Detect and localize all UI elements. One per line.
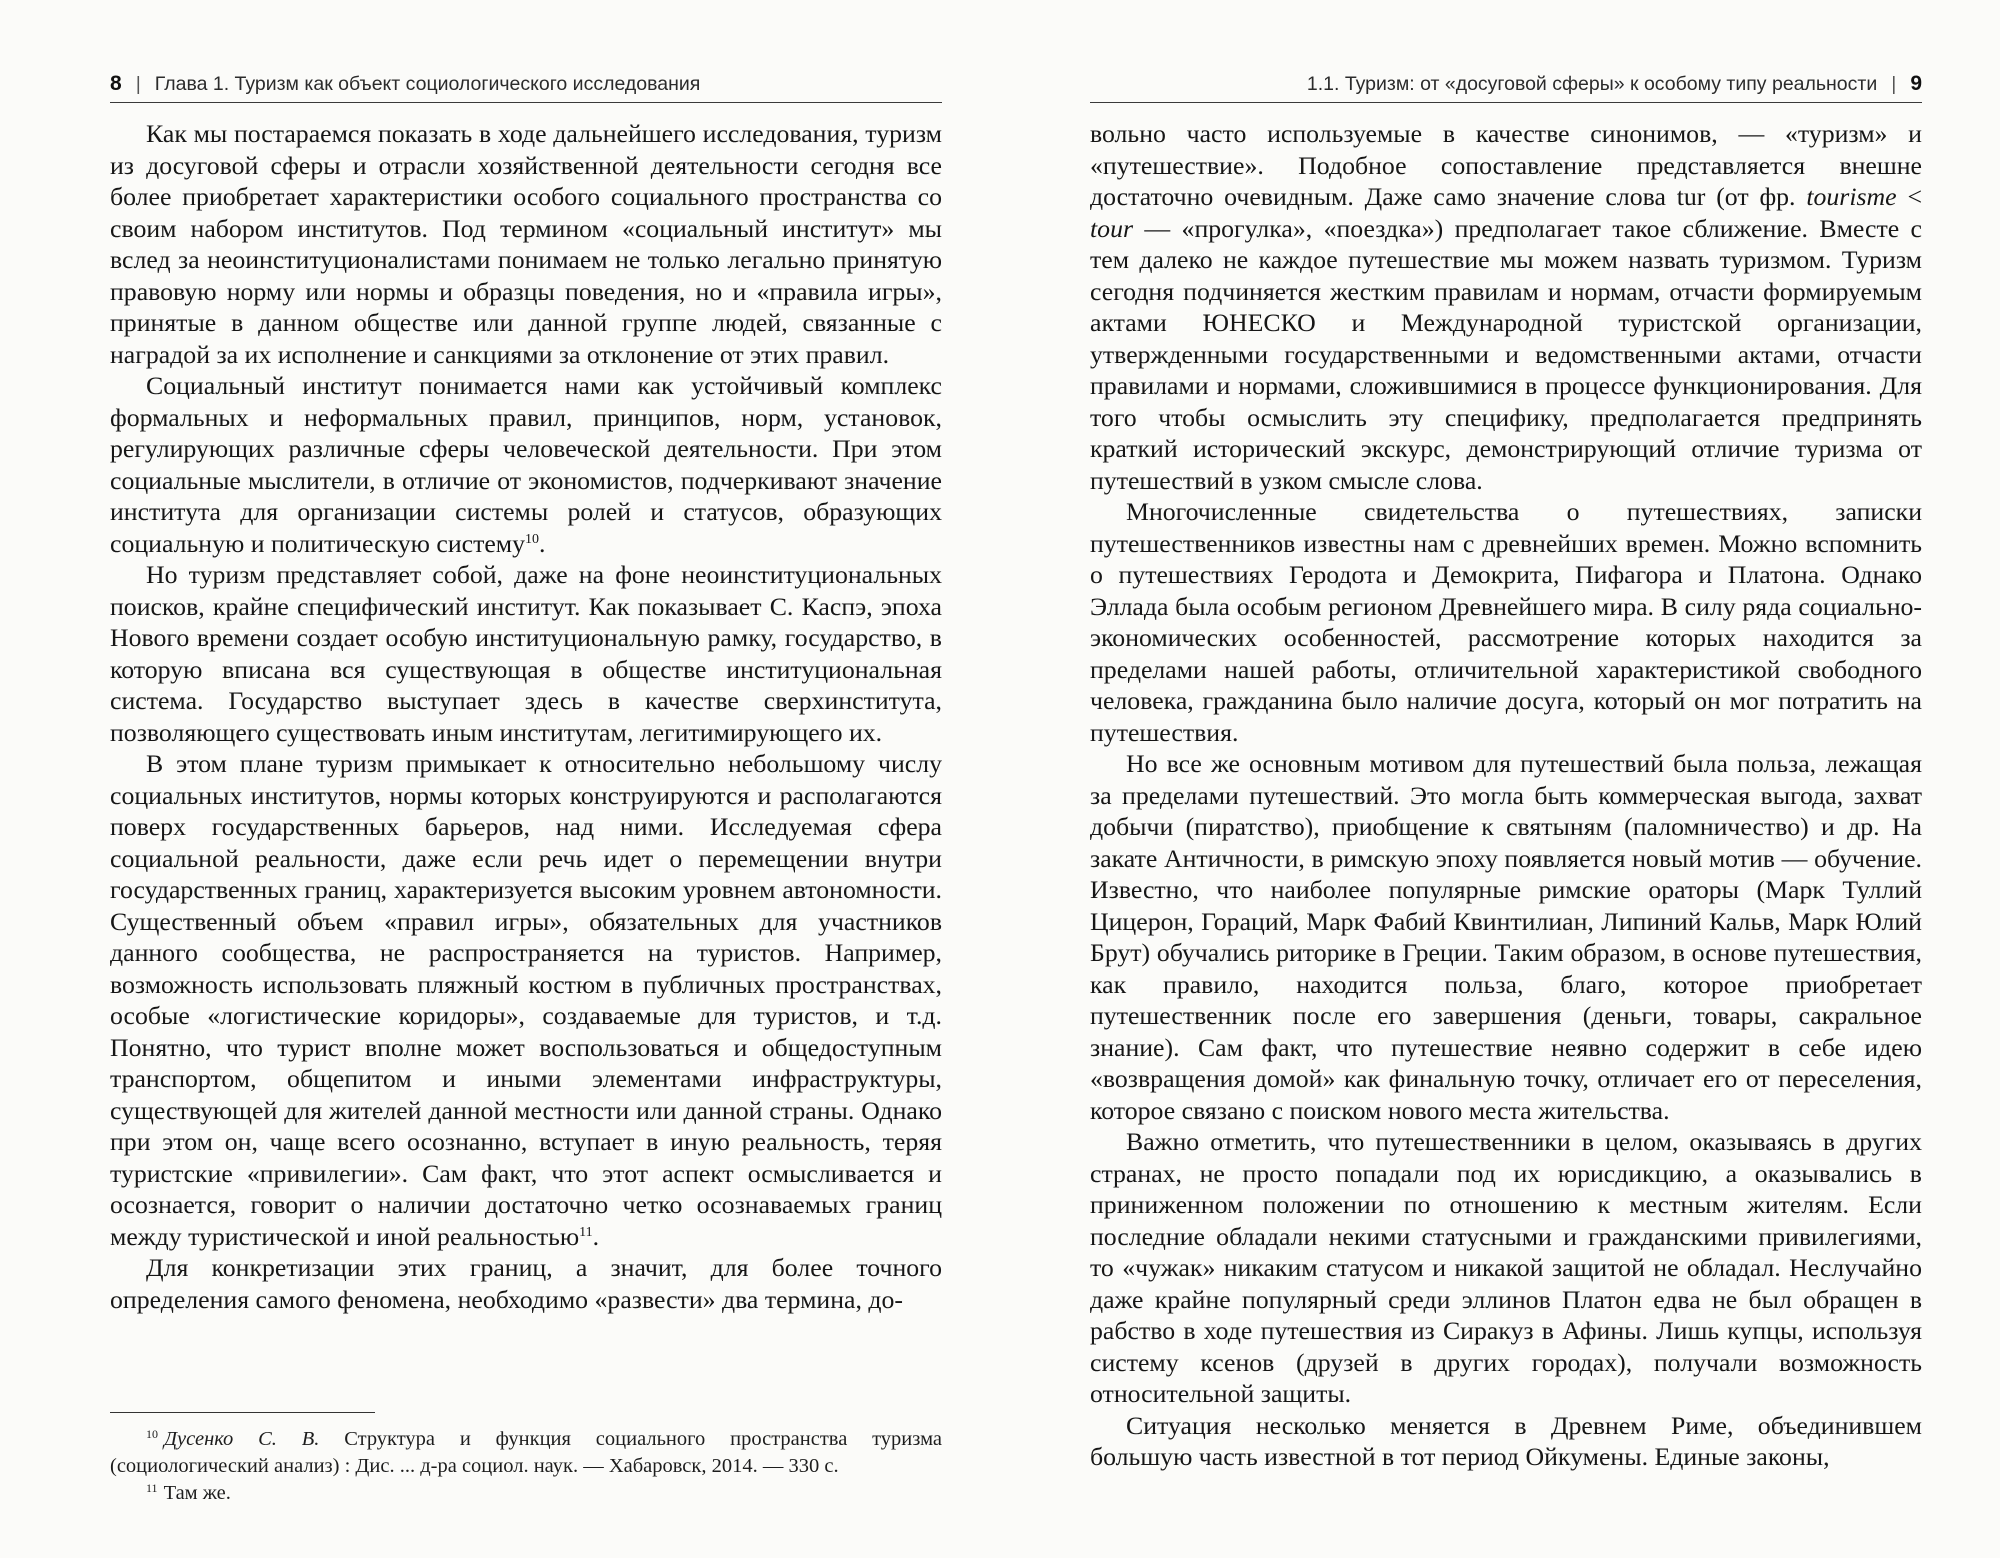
page-number: 8: [110, 72, 122, 95]
paragraph: В этом плане туризм примыкает к относительно небольшому числу социальных институтов, нормы которых конструируются и располагаются поверх государственных барьеров, над ними. Исследуемая сфера социальной реальности, даже если речь идет о перемещении внутри государственных границ, характеризуется высоким уровнем автономности. Существенный объем «правил игры», обязательных для участников данного сообщества, не распространяется на туристов. Например, возможность использовать пляжный костюм в публичных пространствах, особые «логистические коридоры», создаваемые для туристов, и т.д. Понятно, что турист вполне может воспользоваться и общедоступным транспортом, общепитом и иными элементами инфраструктуры, существующей для жителей данной местности или данной страны. Однако при этом он, чаще всего осознанно, вступает в иную реальность, теряя туристские «привилегии». Сам факт, что этот аспект осмысливается и осознается, говорит о наличии достаточно четко осознаваемых границ между туристической и иной реальностью$^{11}$.: [110, 749, 942, 1251]
paragraph: Важно отметить, что путешественники в целом, оказываясь в других странах, не просто попадали под их юрисдикцию, а оказывались в приниженном положении по отношению к местным жителям. Если последние обладали некими статусными и гражданскими привилегиями, то «чужак» никаким статусом и никакой защитой не обладал. Неслучайно даже крайне популярный среди эллинов Платон едва не был обращен в рабство в ходе путешествия из Сиракуз в Афины. Лишь купцы, используя систему ксенов (друзей в других городах), получали возможность относительной защиты.: [1090, 1127, 1922, 1408]
paragraph: вольно часто используемые в качестве синонимов, — «туризм» и «путешествие». Подобное сопоставление представляется внешне достаточно очевидным. Даже само значение слова tur (от фр. tourisme < tour — «прогулка», «поездка») предполагает такое сближение. Вместе с тем далеко не каждое путешествие мы можем назвать туризмом. Туризм сегодня подчиняется жестким правилам и нормам, отчасти формируемым актами ЮНЕСКО и Международной туристской организации, утвержденными государственными и ведомственными актами, отчасти правилами и нормами, сложившимися в процессе функционирования. Для того чтобы осмыслить эту специфику, предполагается предпринять краткий исторический экскурс, демонстрирующий отличие туризма от путешествий в узком смысле слова.: [1090, 119, 1922, 495]
right-running-head: [1090, 66, 1922, 102]
footnote-rule: [110, 1412, 375, 1413]
paragraph: Ситуация несколько меняется в Древнем Риме, объединившем большую часть известной в тот период Ойкумены. Единые законы,: [1090, 1410, 1922, 1471]
footnote-ref: 10: [525, 531, 540, 547]
footnote: $^{10}$ Дусенко С. В. Структура и функция социального пространства туризма (социологический анализ) : Дис. ... д-ра социол. наук. — Хабаровск, 2014. — 330 с.: [110, 1427, 943, 1477]
paragraph: Социальный институт понимается нами как устойчивый комплекс формальных и неформальных правил, принципов, норм, установок, регулирующих различные сферы человеческой деятельности. При этом социальные мыслители, в отличие от экономистов, подчеркивают значение института для организации системы ролей и статусов, образующих социальную и политическую систему$^{10}$.: [110, 371, 942, 558]
right-body-text: [1090, 118, 1922, 1473]
left-running-head: [110, 66, 942, 102]
paragraph: Но все же основным мотивом для путешествий была польза, лежащая за пределами путешествий. Это могла быть коммерческая выгода, захват добычи (пиратство), приобщение к святыням (паломничество) и др. На закате Античности, в римскую эпоху появляется новый мотив — обучение. Известно, что наиболее популярные римские ораторы (Марк Туллий Цицерон, Гораций, Марк Фабий Квинтилиан, Липиний Кальв, Марк Юлий Брут) обучались риторике в Греции. Таким образом, в основе путешествия, как правило, находится польза, благо, которое приобретает путешественник после его завершения (деньги, товары, сакральное знание). Сам факт, что путешествие неявно содержит в себе идею «возвращения домой» как финальную точку, отличает его от переселения, которое связано с поиском нового места жительства.: [1090, 749, 1922, 1125]
paragraph: Для конкретизации этих границ, а значит, для более точного определения самого феномена, необходимо «развести» два термина, до-: [110, 1253, 942, 1314]
paragraph: Но туризм представляет собой, даже на фоне неоинституциональных поисков, крайне специфический институт. Как показывает С. Каспэ, эпоха Нового времени создает особую институциональную рамку, государство, в которую вписана вся существующая в обществе институциональная система. Государство выступает здесь в качестве сверхинститута, позволяющего существовать иным институтам, легитимирующего их.: [110, 560, 942, 747]
left-body-text: [110, 118, 942, 1315]
header-rule: [110, 102, 942, 103]
footnote-ref: 11: [579, 1224, 593, 1240]
paragraph: Многочисленные свидетельства о путешествиях, записки путешественников известны нам с древнейших времен. Можно вспомнить о путешествиях Геродота и Демокрита, Пифагора и Платона. Однако Эллада была особым регионом Древнейшего мира. В силу ряда социально-экономических особенностей, рассмотрение которых находится за пределами нашей работы, отличительной характеристикой свободного человека, гражданина было наличие досуга, который он мог потратить на путешествия.: [1090, 497, 1922, 747]
header-rule: [1090, 102, 1922, 103]
header-separator: |: [1891, 73, 1897, 95]
page-number: 9: [1910, 72, 1922, 95]
footnotes: [110, 1426, 942, 1507]
running-title: 1.1. Туризм: от «досуговой сферы» к особому типу реальности: [1306, 73, 1878, 95]
footnote-author: Дусенко С. В.: [164, 1428, 320, 1450]
footnote: $^{11}$ Там же.: [146, 1481, 231, 1504]
header-separator: |: [135, 73, 141, 95]
running-title: Глава 1. Туризм как объект социологического исследования: [154, 73, 701, 95]
paragraph: Как мы постараемся показать в ходе дальнейшего исследования, туризм из досуговой сферы и отрасли хозяйственной деятельности сегодня все более приобретает характеристики особого социального пространства со своим набором институтов. Под термином «социальный институт» мы вслед за неоинституционалистами понимаем не только легально принятую правовую норму или нормы и образцы поведения, но и «правила игры», принятые в данном обществе или данной группе людей, связанные с наградой за их исполнение и санкциями за отклонение от этих правил.: [110, 119, 942, 369]
